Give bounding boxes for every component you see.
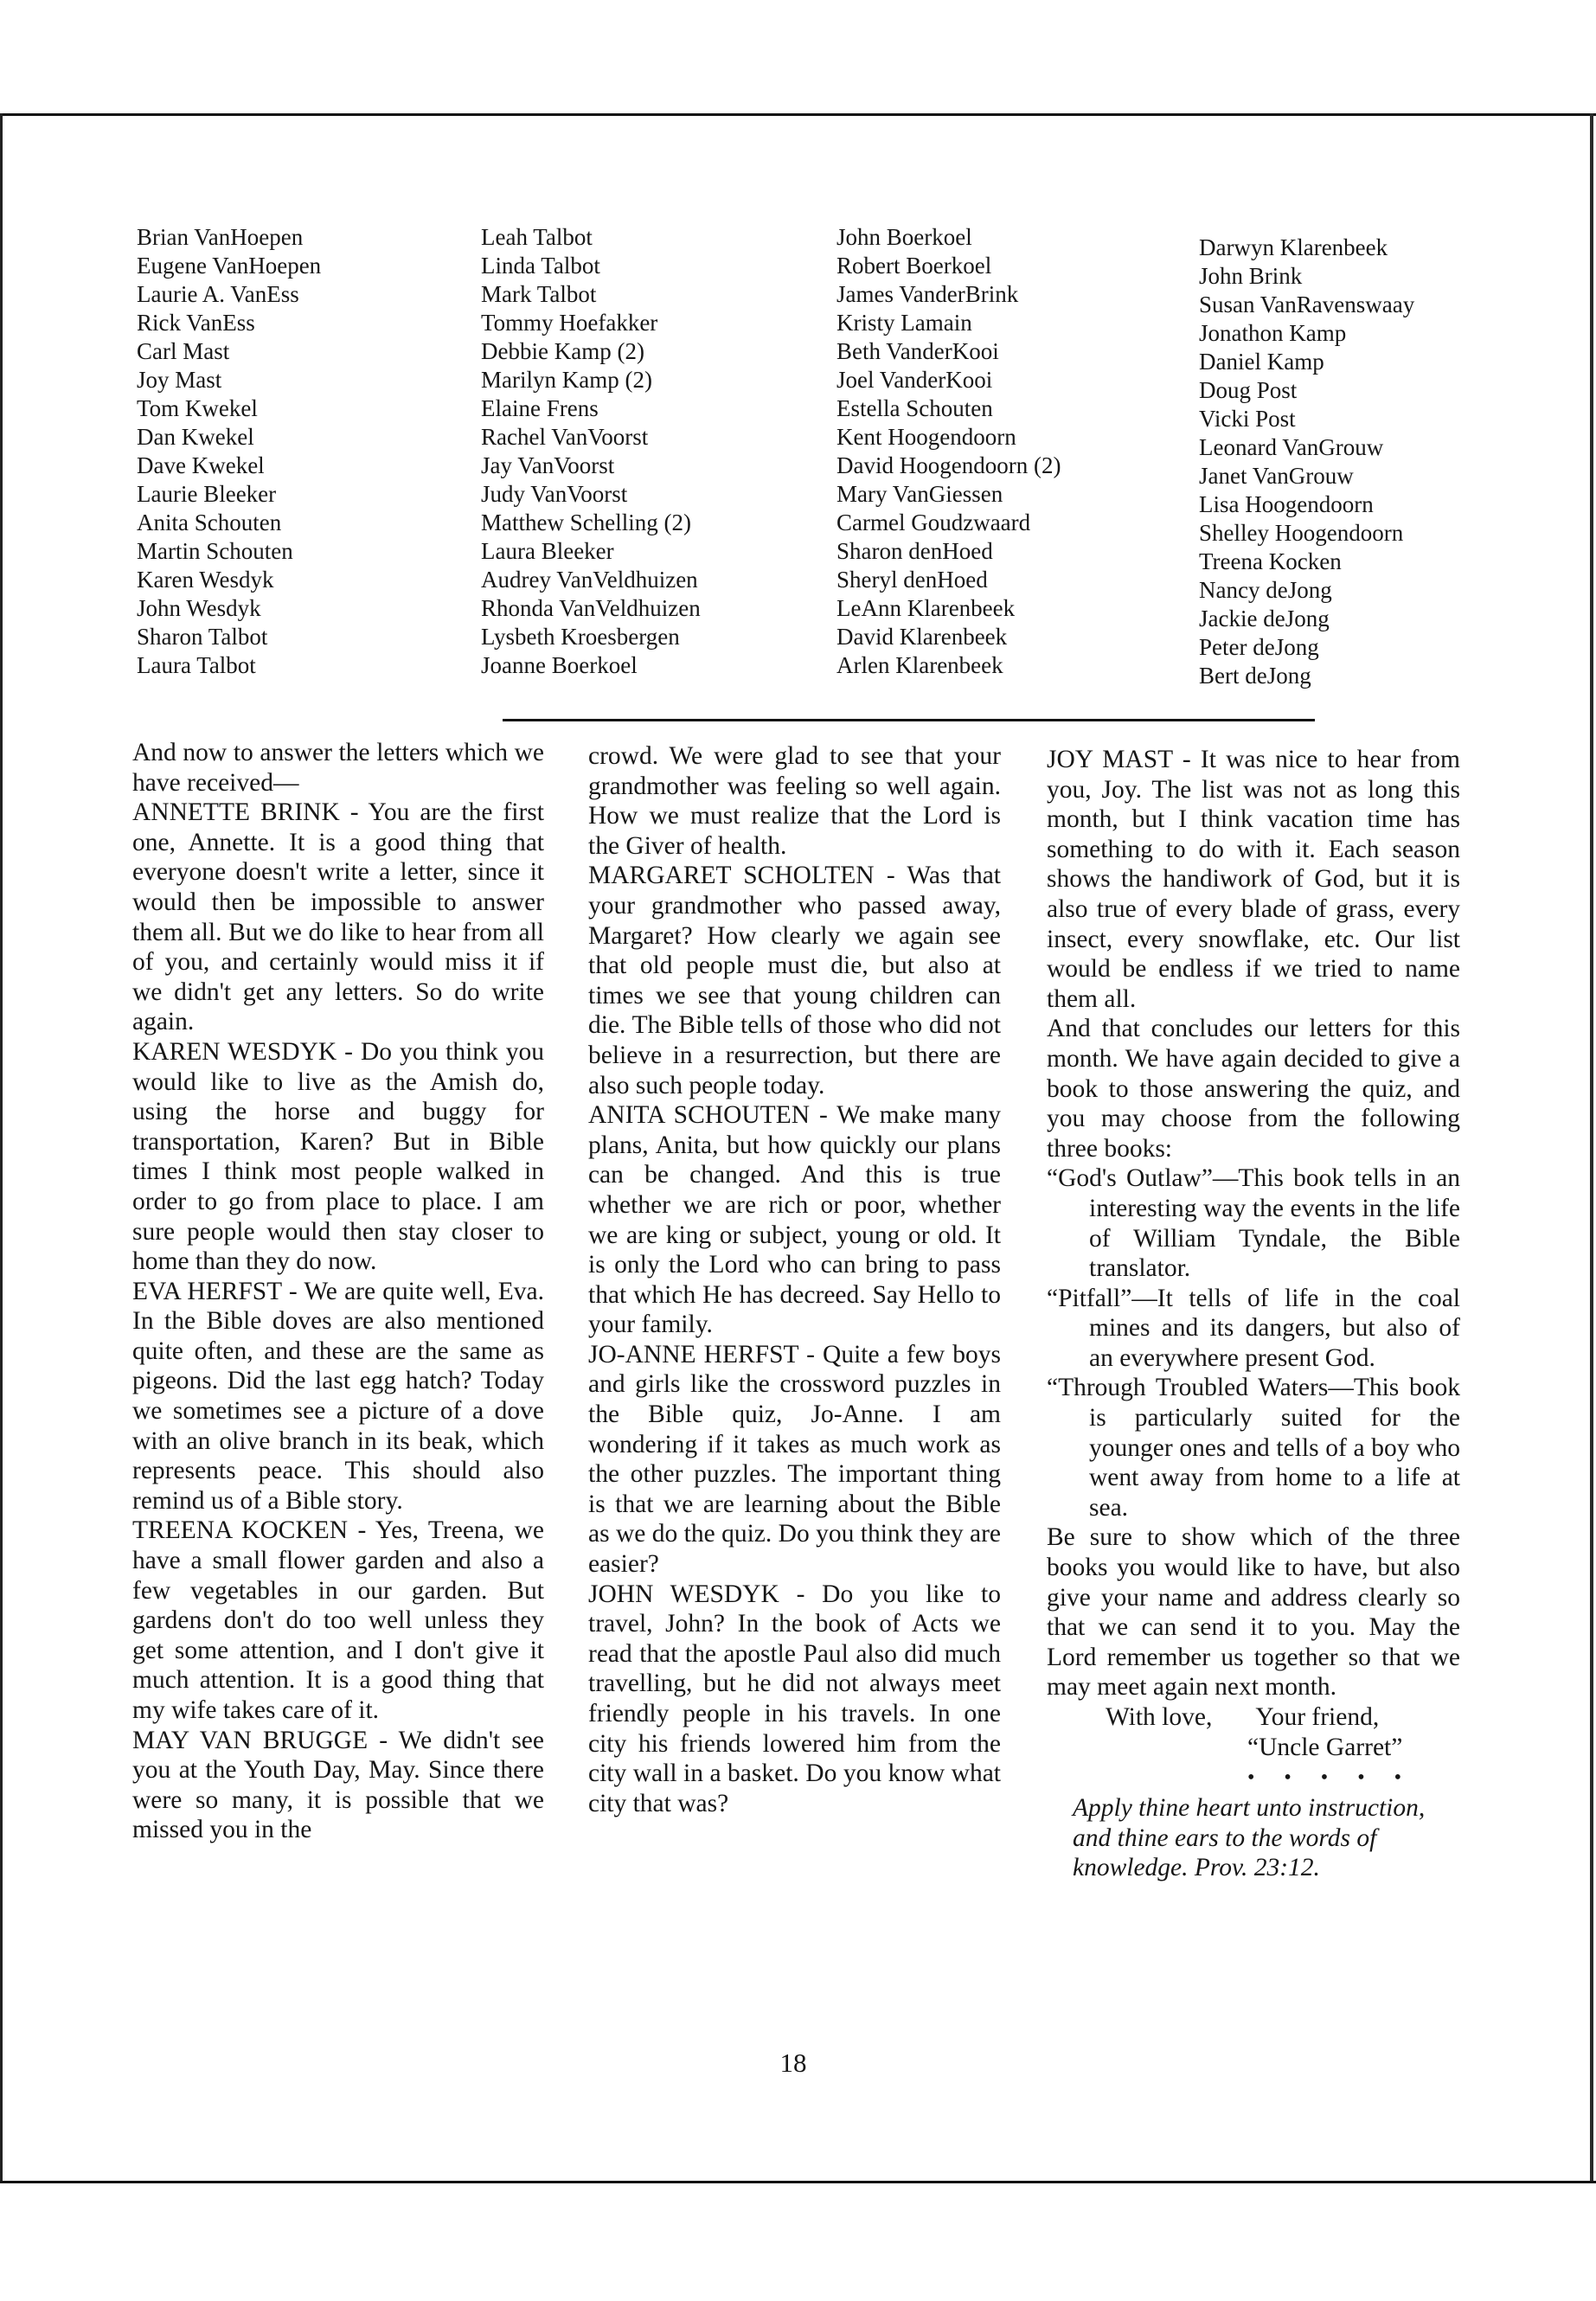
name-entry: Judy VanVoorst [481,481,628,507]
page-border-bottom [0,2181,1596,2183]
name-entry: Leah Talbot [481,224,593,250]
name-entry: Mary VanGiessen [836,481,1003,507]
page-border-left [0,113,3,2181]
name-entry: Beth VanderKooi [836,338,999,364]
name-entry: Laurie A. VanEss [137,281,299,307]
letter-paragraph: ANNETTE BRINK - You are the first one, Annette. It is a good thing that everyone doesn't write a letter, since it would then be impossible to answer them all. But we do like to hear from all of you, and certainly would miss it if we didn't get any letters. So do write again. [132,798,544,1036]
name-entry: Debbie Kamp (2) [481,338,644,364]
name-entry: Martin Schouten [137,538,293,564]
name-entry: Joanne Boerkoel [481,652,638,678]
name-entry: Shelley Hoogendoorn [1199,520,1404,546]
names-column-1 [137,223,483,680]
name-entry: Mark Talbot [481,281,597,307]
name-entry: LeAnn Klarenbeek [836,595,1016,621]
name-entry: Darwyn Klarenbeek [1199,234,1388,260]
name-entry: Anita Schouten [137,510,282,535]
separator-dots: • • • • • [1247,1766,1414,1790]
names-column-3 [836,223,1183,680]
name-entry: Daniel Kamp [1199,349,1324,375]
letter-paragraph: JOHN WESDYK - Do you like to travel, John? In the book of Acts we read that the apostle Paul also did much travelling, but he did not always meet friendly people in his travels. In one city his friends lowered him from the city wall in a basket. Do you know what city that was? [588,1580,1001,1817]
name-entry: Dan Kwekel [137,424,254,450]
name-entry: Sheryl denHoed [836,567,988,593]
letter-paragraph: MAY VAN BRUGGE - We didn't see you at the Youth Day, May. Since there were so many, it is possible that we missed you in the [132,1726,544,1844]
name-entry: Joel VanderKooi [836,367,993,393]
name-entry: Treena Kocken [1199,548,1342,574]
names-column-4 [1199,234,1545,690]
name-entry: Estella Schouten [836,395,993,421]
name-entry: Peter deJong [1199,634,1319,660]
name-entry: Kristy Lamain [836,310,972,336]
sign-friend: Your friend, [1255,1703,1380,1731]
bible-verse: Apply thine heart unto instruction, and thine ears to the words of knowledge. Prov. 23:12. [1073,1794,1426,1882]
name-entry: Elaine Frens [481,395,599,421]
book-option: “Pitfall”—It tells of life in the coal mines and its dangers, but also of an everywhere present God. [1047,1284,1460,1372]
book-option: “Through Troubled Waters—This book is particularly suited for the younger ones and tells of a boy who went away from home to a life at sea. [1047,1374,1460,1522]
name-entry: Jay VanVoorst [481,452,615,478]
name-entry: David Hoogendoorn (2) [836,452,1061,478]
letter-paragraph: JOY MAST - It was nice to hear from you, Joy. The list was not as long this month, but I think vacation time has something to do with it. Each season shows the handiwork of God, but it is also true of every blade of grass, every insect, every snowflake, etc. Our list would be endless if we tried to name them all. [1047,746,1460,1013]
page-border-top [0,113,1596,116]
name-entry: Arlen Klarenbeek [836,652,1003,678]
names-column-2 [481,223,827,680]
name-entry: Tom Kwekel [137,395,258,421]
sign-with-love: With love, [1106,1703,1213,1731]
name-entry: Laura Bleeker [481,538,614,564]
name-entry: Doug Post [1199,377,1298,403]
letter-paragraph: JO-ANNE HERFST - Quite a few boys and girls like the crossword puzzles in the Bible quiz, Jo-Anne. I am wondering if it takes as much work as the other puzzles. The important thing is that we are learning about the Bible as we do the quiz. Do you think they are easier? [588,1340,1001,1579]
name-entry: Nancy deJong [1199,577,1332,603]
name-entry: Rick VanEss [137,310,255,336]
page-border-right [1590,113,1593,2181]
name-entry: Laura Talbot [137,652,256,678]
name-entry: Sharon Talbot [137,624,268,650]
name-entry: Jonathon Kamp [1199,320,1347,346]
name-entry: Susan VanRavenswaay [1199,292,1415,317]
signature-name: “Uncle Garret” [1247,1733,1403,1761]
name-entry: Matthew Schelling (2) [481,510,691,535]
name-entry: Laurie Bleeker [137,481,277,507]
name-entry: John Wesdyk [137,595,261,621]
letter-paragraph: KAREN WESDYK - Do you think you would like to live as the Amish do, using the horse and buggy for transportation, Karen? But in Bible times I think most people walked in order to go from place to place. I am sure people would then stay closer to home than they do now. [132,1037,544,1276]
name-entry: Leonard VanGrouw [1199,434,1384,460]
name-entry: James VanderBrink [836,281,1019,307]
letter-paragraph: And now to answer the letters which we have received— [132,739,544,797]
name-entry: Robert Boerkoel [836,253,992,279]
name-entry: Bert deJong [1199,663,1311,689]
name-entry: Joy Mast [137,367,222,393]
letter-paragraph: MARGARET SCHOLTEN - Was that your grandmother who passed away, Margaret? How clearly we again see that old people must die, but also at times we see that young children can die. The Bible tells of those who did not believe in a resurrection, but there are also such people today. [588,862,1001,1099]
letter-paragraph: ANITA SCHOUTEN - We make many plans, Anita, but how quickly our plans can be changed. And this is true whether we are rich or poor, whether we are king or subject, young or old. It is only the Lord who can bring to pass that which He has decreed. Say Hello to your family. [588,1101,1001,1339]
letter-paragraph: And that concludes our letters for this month. We have again decided to give a book to those answering the quiz, and you may choose from the following three books: [1047,1015,1460,1163]
letters-column-left [132,738,544,1845]
letter-paragraph: TREENA KOCKEN - Yes, Treena, we have a small flower garden and also a few vegetables in our garden. But gardens don't do too well unless they get some attention, and I don't give it much attention. It is a good thing that my wife takes care of it. [132,1516,544,1724]
name-entry: David Klarenbeek [836,624,1008,650]
signature-line [1047,1702,1460,1733]
letters-column-middle [588,741,1001,1818]
name-entry: Rhonda VanVeldhuizen [481,595,701,621]
book-option: “God's Outlaw”—This book tells in an interesting way the events in the life of William Tyndale, the Bible translator. [1047,1164,1460,1283]
name-entry: Vicki Post [1199,406,1296,432]
name-entry: Karen Wesdyk [137,567,274,593]
letters-column-right [1047,745,1460,1883]
name-entry: Janet VanGrouw [1199,463,1354,489]
name-entry: Marilyn Kamp (2) [481,367,652,393]
name-entry: Lysbeth Kroesbergen [481,624,680,650]
name-entry: John Brink [1199,263,1303,289]
name-entry: John Boerkoel [836,224,972,250]
name-entry: Dave Kwekel [137,452,265,478]
closing-paragraph: Be sure to show which of the three books you would like to have, but also give your name and address clearly so that we can send it to you. May the Lord remember us together so that we may meet again next month. [1047,1523,1460,1702]
name-entry: Jackie deJong [1199,606,1330,631]
letter-paragraph: EVA HERFST - We are quite well, Eva. In the Bible doves are also mentioned quite often, and these are the same as pigeons. Did the last egg hatch? Today we sometimes see a picture of a dove with an olive branch in its beak, which represents peace. This should also remind us of a Bible story. [132,1277,544,1515]
name-entry: Linda Talbot [481,253,600,279]
name-entry: Brian VanHoepen [137,224,304,250]
name-entry: Lisa Hoogendoorn [1199,491,1374,517]
letter-paragraph: crowd. We were glad to see that your grandmother was feeling so well again. How we must realize that the Lord is the Giver of health. [588,742,1001,860]
name-entry: Kent Hoogendoorn [836,424,1016,450]
name-entry: Rachel VanVoorst [481,424,649,450]
name-entry: Carmel Goudzwaard [836,510,1031,535]
name-entry: Sharon denHoed [836,538,993,564]
name-entry: Carl Mast [137,338,230,364]
name-entry: Audrey VanVeldhuizen [481,567,698,593]
section-divider [503,719,1315,721]
name-entry: Eugene VanHoepen [137,253,322,279]
name-entry: Tommy Hoefakker [481,310,658,336]
page-number: 18 [779,2048,807,2078]
